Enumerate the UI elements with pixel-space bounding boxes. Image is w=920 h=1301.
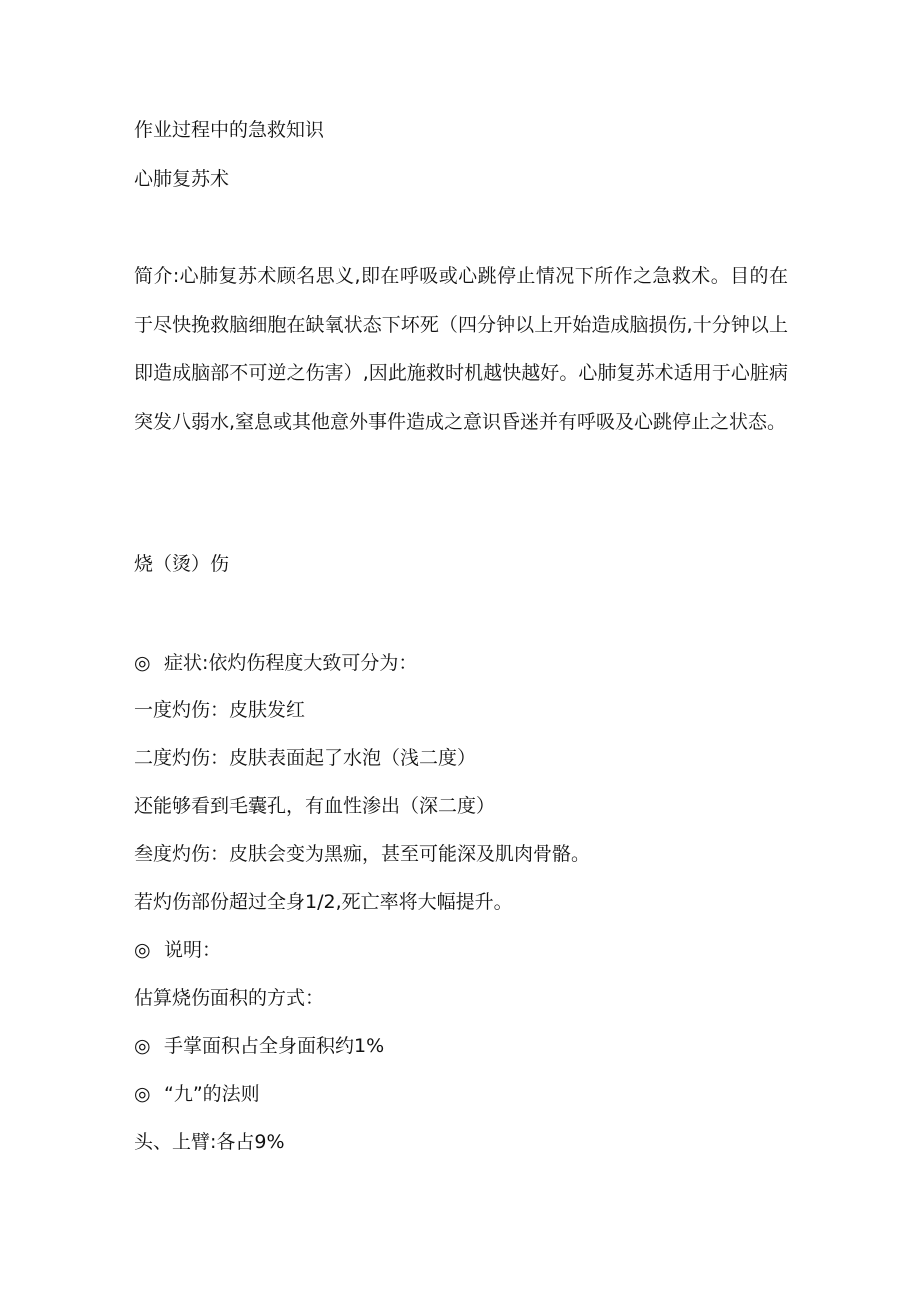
bullet-icon: ◎: [134, 1035, 151, 1057]
explanation-line: [134, 937, 221, 963]
symptoms-line: [134, 650, 417, 676]
mortality-note: 若灼伤部份超过全身1/2,死亡率将大幅提升。: [134, 891, 513, 913]
explanation-label: 说明：: [164, 939, 222, 961]
head-arm-line: 头、上臂:各占9%: [134, 1131, 285, 1153]
cpr-intro-paragraph: 简介:心肺复苏术顾名思义,即在呼吸或心跳停止情况下所作之急救术。目的在于尽快挽救脑细胞在缺氧状态下坏死（四分钟以上开始造成脑损伤,十分钟以上即造成脑部不可逆之伤害）,因此施救时机越快越好。心肺复苏术适用于心脏病突发八弱水,窒息或其他意外事件造成之意识昏迷并有呼吸及心跳停止之状态。: [134, 265, 788, 433]
estimate-heading: 估算烧伤面积的方式：: [134, 987, 325, 1009]
second-degree-line: 二度灼伤：皮肤表面起了水泡（浅二度）: [134, 747, 477, 769]
cpr-heading: 心肺复苏术: [134, 168, 230, 190]
bullet-icon: ◎: [134, 652, 151, 674]
bullet-icon: ◎: [134, 939, 151, 961]
palm-rule-text: 手掌面积占全身面积约1%: [164, 1035, 385, 1057]
symptoms-label: 症状:依灼伤程度大致可分为：: [164, 652, 418, 674]
third-degree-line: 叁度灼伤：皮肤会变为黑痂，甚至可能深及肌肉骨骼。: [134, 843, 591, 865]
bullet-icon: ◎: [134, 1083, 151, 1105]
nine-rule-line: [134, 1081, 260, 1107]
document-title: 作业过程中的急救知识: [134, 119, 325, 141]
second-degree-deep-line: 还能够看到毛囊孔，有血性渗出（深二度）: [134, 795, 496, 817]
first-degree-line: 一度灼伤：皮肤发红: [134, 699, 306, 721]
burn-heading: 烧（烫）伤: [134, 553, 230, 575]
nine-rule-text: “九”的法则: [164, 1083, 260, 1105]
palm-rule-line: [134, 1033, 384, 1059]
